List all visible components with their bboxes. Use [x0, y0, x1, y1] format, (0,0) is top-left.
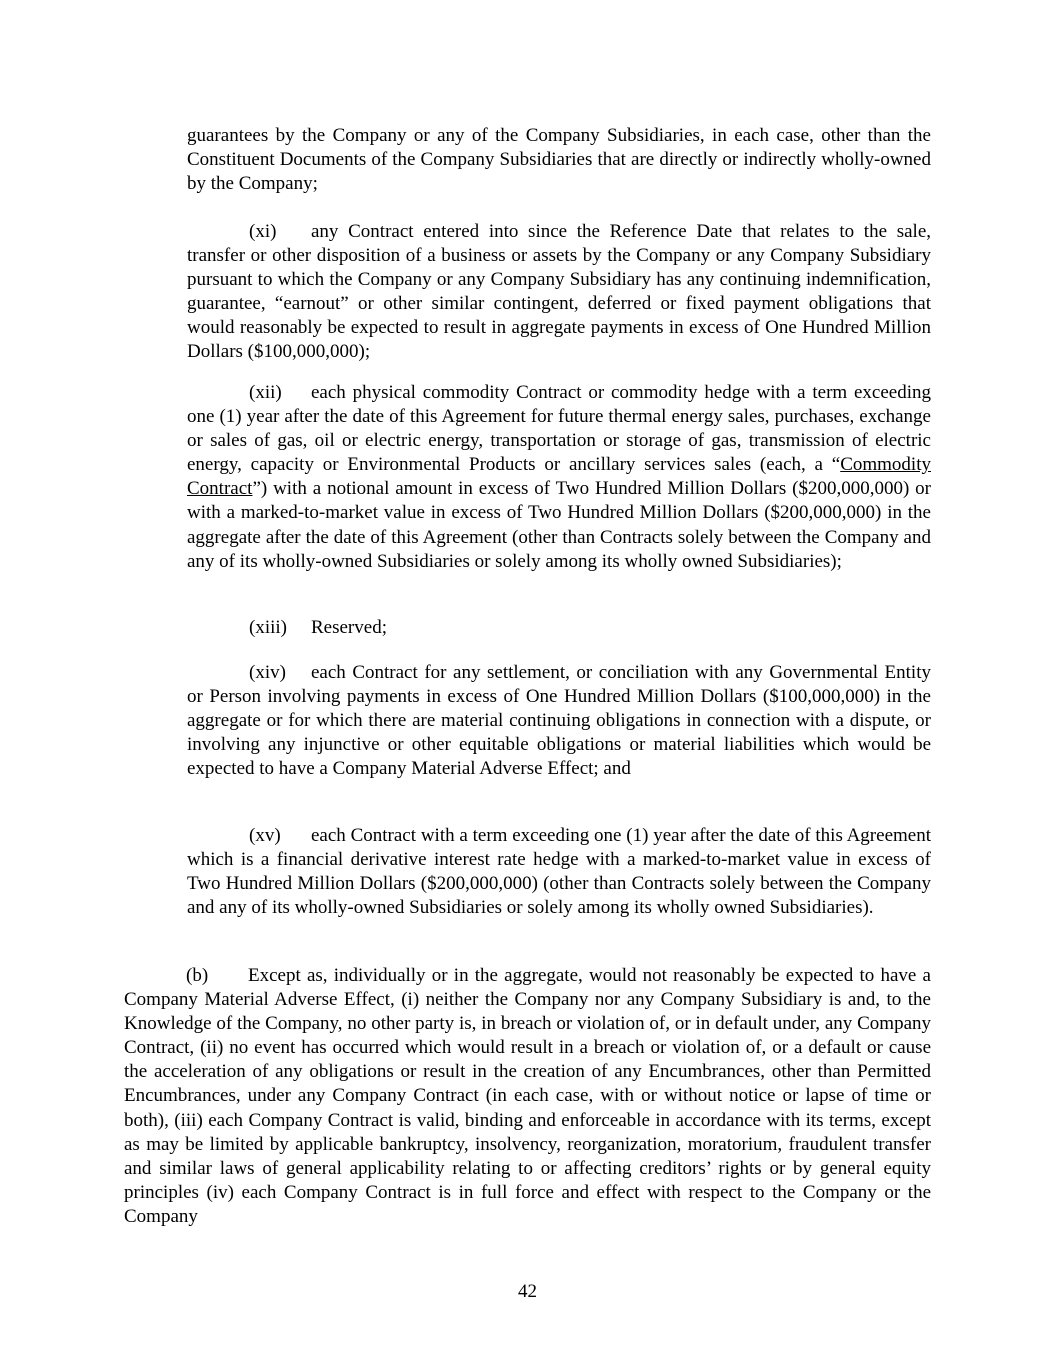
clause-xii — [187, 381, 931, 574]
clause-xiii — [187, 616, 931, 640]
clause-number: (xv) — [249, 825, 281, 846]
clause-xv — [187, 824, 931, 920]
clause-number: (xiv) — [249, 662, 286, 683]
section-b — [124, 964, 931, 1229]
clause-xiv — [187, 661, 931, 781]
clause-text-after-term: ”) with a notional amount in excess of Two Hundred Million Dollars ($200,000,000) or with a marked-to-market value in excess of Two Hundred Million Dollars ($200,000,000) in the aggregate after the date of this Agreement (other than Contracts solely between the Company and any of its wholly-owned Subsidiaries or solely among its wholly owned Subsidiaries); — [187, 478, 931, 572]
clause-xi — [187, 220, 931, 365]
clause-text-before-term: each physical commodity Contract or commodity hedge with a term exceeding one (1) year after the date of this Agreement for future thermal energy sales, purchases, exchange or sales of gas, oil or electric energy, transportation or storage of gas, transmission of electric energy, capacity or Environmental Products or ancillary services sales (each, a “ — [187, 382, 931, 476]
page-number: 42 — [518, 1281, 537, 1302]
section-text: Except as, individually or in the aggregate, would not reasonably be expected to have a Company Material Adverse Effect, (i) neither the Company nor any Company Subsidiary is and, to the Knowledge of the Company, no other party is, in breach or violation of, or in default under, any Company Contract, (ii) no event has occurred which would result in a breach or violation of, or a default or cause the acceleration of any obligations or result in the creation of any Encumbrances, other than Permitted Encumbrances, under any Company Contract (in each case, with or without notice or lapse of time or both), (iii) each Company Contract is valid, binding and enforceable in accordance with its terms, except as may be limited by applicable bankruptcy, insolvency, reorganization, moratorium, fraudulent transfer and similar laws of general applicability relating to or affecting creditors’ rights or by general equity principles (iv) each Company Contract is in full force and effect with respect to the Company or the Company — [124, 965, 931, 1227]
clause-number: (xii) — [249, 382, 282, 403]
clause-text: any Contract entered into since the Reference Date that relates to the sale, transfer or other disposition of a business or assets by the Company or any Company Subsidiary pursuant to which the Company or any Company Subsidiary has any continuing indemnification, guarantee, “earnout” or other similar contingent, deferred or fixed payment obligations that would reasonably be expected to result in aggregate payments in excess of One Hundred Million Dollars ($100,000,000); — [187, 221, 931, 363]
continuation-paragraph: guarantees by the Company or any of the Company Subsidiaries, in each case, other than the Constituent Documents of the Company Subsidiaries that are directly or indirectly wholly-owned by the Company; — [187, 125, 931, 195]
clause-text: each Contract with a term exceeding one (1) year after the date of this Agreement which is a financial derivative interest rate hedge with a marked-to-market value in excess of Two Hundred Million Dollars ($200,000,000) (other than Contracts solely between the Company and any of its wholly-owned Subsidiaries or solely among its wholly owned Subsidiaries). — [187, 825, 931, 919]
clause-text: each Contract for any settlement, or conciliation with any Governmental Entity or Person involving payments in excess of One Hundred Million Dollars ($100,000,000) in the aggregate or for which there are material continuing obligations in connection with a dispute, or involving any injunctive or other equitable obligations or material liabilities which would be expected to have a Company Material Adverse Effect; and — [187, 662, 931, 780]
defined-term: Commodity Contract — [187, 454, 931, 500]
clause-number: (xiii) — [249, 617, 287, 638]
clause-number: (xi) — [249, 221, 277, 242]
clause-text: Reserved; — [311, 617, 387, 638]
section-number: (b) — [186, 965, 209, 986]
